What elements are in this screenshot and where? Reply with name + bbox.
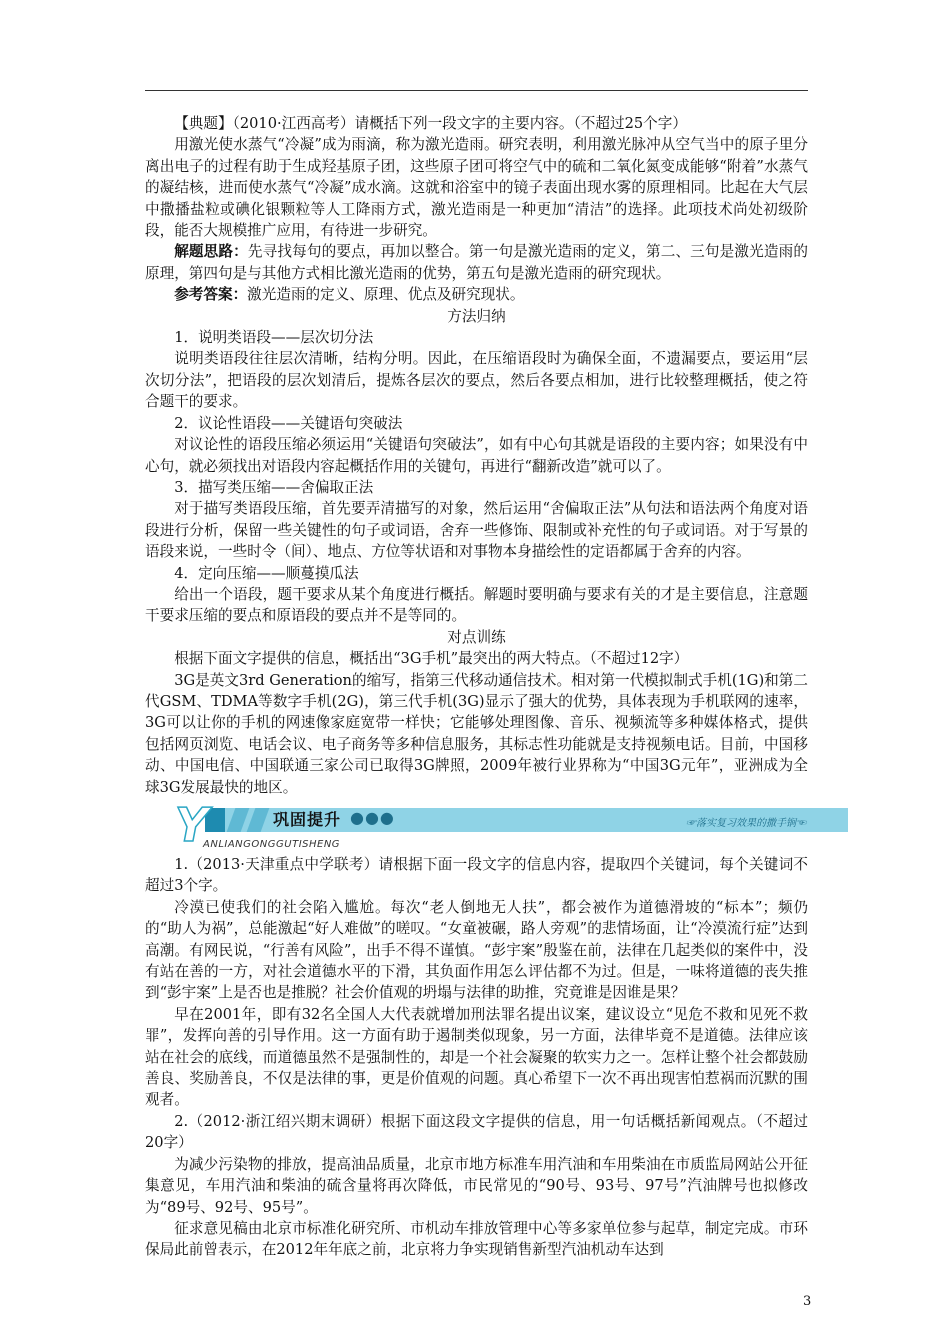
exercise-2-paragraph-1: 为减少污染物的排放，提高油品质量，北京市地方标准车用汽油和车用柴油在市质监局网站公开征集意见，车用汽油和柴油的硫含量将再次降低，市民常见的“90号、93号、97号”汽油牌号也拟修改为“89号、92号、95号”。: [145, 1155, 808, 1216]
section-heading-practice: 对点训练: [447, 628, 506, 646]
banner-dots: ●●●: [350, 808, 395, 827]
practice-passage: 3G是英文3rd Generation的缩写，指第三代移动通信技术。相对第一代模拟制式手机(1G)和第二代GSM、TDMA等数字手机(2G)，第三代手机(3G)显示了强大的优势，具体表现为手机联网的速率，3G可以让你的手机的网速像家庭宽带一样快；它能够处理图像、音乐、视频流等多种媒体格式，提供包括网页浏览、电话会议、电子商务等多种信息服务，其标志性功能就是支持视频电话。目前，中国移动、中国电信、中国联通三家公司已取得3G牌照，2009年被行业界称为“中国3G元年”，亚洲成为全球3G发展最快的地区。: [145, 671, 808, 796]
method-2-title: 2．议论性语段——关键语句突破法: [174, 414, 403, 432]
solution-approach: [145, 241, 808, 284]
method-3-title: 3．描写类压缩——舍偏取正法: [174, 478, 374, 496]
section-banner: [145, 798, 808, 854]
solution-label: 解题思路：: [174, 243, 248, 261]
method-2-text: 对议论性的语段压缩必须运用“关键语句突破法”，如有中心句其就是语段的主要内容；如果没有中心句，就必须找出对语段内容起概括作用的关键句，再进行“翻新改造”就可以了。: [145, 436, 808, 475]
method-4-text: 给出一个语段，题干要求从某个角度进行概括。解题时要明确与要求有关的才是主要信息，注意题干要求压缩的要点和原语段的要点并不是等同的。: [145, 585, 808, 625]
method-1-title: 1．说明类语段——层次切分法: [174, 329, 374, 347]
practice-question: 根据下面文字提供的信息，概括出“3G手机”最突出的两大特点。（不超过12字）: [174, 650, 689, 668]
exercise-1-question: 1.（2013·天津重点中学联考）请根据下面一段文字的信息内容，提取四个关键词，每个关键词不超过3个字。: [145, 856, 808, 895]
section-heading-methods: 方法归纳: [447, 307, 506, 325]
banner-logo: Y: [175, 798, 209, 852]
method-3-text: 对于描写类语段压缩，首先要弄清描写的对象，然后运用“舍偏取正法”从句法和语法两个角度对语段进行分析，保留一些关键性的句子或词语，舍弃一些修饰、限制或补充性的句子或词语。对于写景的语段来说，一些时令（间）、地点、方位等状语和对事物本身描绘性的定语都属于舍弃的内容。: [145, 500, 808, 561]
page-number: 3: [803, 1294, 812, 1309]
answer-label: 参考答案：: [174, 286, 248, 304]
document-body: [145, 113, 808, 1261]
exercise-1-paragraph-2: 早在2001年，即有32名全国人大代表就增加刑法罪名提出议案，建议设立“见危不救和见死不救罪”，发挥向善的引导作用。这一方面有助于遏制类似现象，另一方面，法律毕竟不是道德。法律应该站在社会的底线，而道德虽然不是强制性的，却是一个社会凝聚的软实力之一。怎样让整个社会都鼓励善良、奖励善良，不仅是法律的事，更是价值观的问题。真心希望下一次不再出现害怕惹祸而沉默的围观者。: [145, 1005, 808, 1109]
reference-answer: [145, 284, 808, 305]
solution-text: 先寻找每句的要点，再加以整合。第一句是激光造雨的定义，第二、三句是激光造雨的原理，第四句是与其他方式相比激光造雨的优势，第五句是激光造雨的研究现状。: [145, 243, 808, 282]
answer-text: 激光造雨的定义、原理、优点及研究现状。: [247, 286, 525, 304]
header-rule: [145, 90, 808, 91]
exercise-1-paragraph-1: 冷漠已使我们的社会陷入尴尬。每次“老人倒地无人扶”，都会被作为道德滑坡的“标本”；频仍的“助人为祸”，总能激起“好人难做”的嗟叹。“女童被碾，路人旁观”的悲情场面，让“冷漠流行症”达到高潮。有网民说，“行善有风险”，出手不得不谨慎。“彭宇案”殷鉴在前，法律在几起类似的案件中，没有站在善的一方，对社会道德水平的下滑，其负面作用怎么评估都不为过。但是，一味将道德的丧失推到“彭宇案”上是否也是推脱？社会价值观的坍塌与法律的助推，究竟谁是因谁是果？: [145, 898, 808, 1002]
exercise-2-paragraph-2: 征求意见稿由北京市标准化研究所、市机动车排放管理中心等多家单位参与起草，制定完成。市环保局此前曾表示，在2012年年底之前，北京将力争实现销售新型汽油机动车达到: [145, 1219, 808, 1259]
method-4-title: 4．定向压缩——顺蔓摸瓜法: [174, 564, 359, 582]
method-1-text: 说明类语段往往层次清晰，结构分明。因此，在压缩语段时为确保全面，不遗漏要点，要运用“层次切分法”，把语段的层次划清后，提炼各层次的要点，然后各要点相加，进行比较整理概括，使之符合题干的要求。: [145, 350, 808, 411]
banner-subtitle: ANLIANGONGGUTISHENG: [203, 839, 341, 850]
example-passage: 用激光使水蒸气“冷凝”成为雨滴，称为激光造雨。研究表明，利用激光脉冲从空气当中的原子里分离出电子的过程有助于生成羟基原子团，这些原子团可将空气中的硫和二氧化氮变成能够“附着”水蒸气的凝结核，进而使水蒸气“冷凝”成水滴。这就和浴室中的镜子表面出现水雾的原理相同。比起在大气层中撒播盐粒或碘化银颗粒等人工降雨方式，激光造雨是一种更加“清洁”的选择。此项技术尚处初级阶段，能否大规模推广应用，有待进一步研究。: [145, 136, 808, 240]
example-question: 【典题】（2010·江西高考）请概括下列一段文字的主要内容。（不超过25个字）: [174, 115, 687, 132]
banner-title: 巩固提升: [273, 810, 342, 829]
banner-slogan: ☞落实复习效果的撒手锏☜: [686, 818, 806, 829]
exercise-2-question: 2.（2012·浙江绍兴期末调研）根据下面这段文字提供的信息，用一句话概括新闻观点。（不超过20字）: [145, 1112, 808, 1152]
